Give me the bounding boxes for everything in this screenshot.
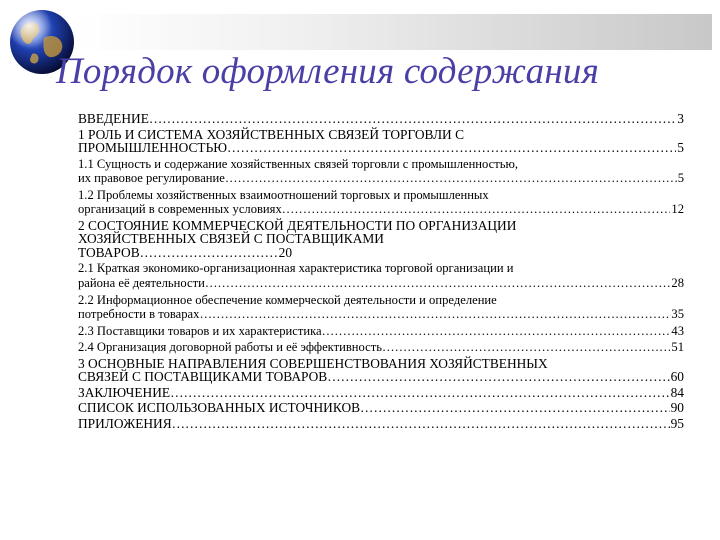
toc-page-number: 35 [671, 307, 684, 322]
toc-entry [78, 357, 684, 384]
toc-page-number: 51 [671, 340, 684, 355]
toc-entry-text: 2.4 Организация договорной работы и её эффективность [78, 340, 382, 355]
toc-dot-leader [149, 112, 676, 126]
toc-entry-text: ВВЕДЕНИЕ [78, 111, 149, 126]
toc-entry-text: 2.1 Краткая экономико-организационная характеристика торговой организации и [78, 261, 514, 276]
toc-entry-text: СПИСОК ИСПОЛЬЗОВАННЫХ ИСТОЧНИКОВ [78, 400, 361, 416]
toc-entry-text: СВЯЗЕЙ С ПОСТАВЩИКАМИ ТОВАРОВ [78, 369, 328, 385]
toc-entry-text: потребности в товарах [78, 307, 200, 322]
toc-page-number: 95 [670, 415, 684, 431]
slide-title: Порядок оформления содержания [56, 51, 600, 92]
toc-entry-text: 1.1 Сущность и содержание хозяйственных связей торговли с промышленностью, [78, 156, 519, 171]
toc-entry [78, 293, 684, 322]
toc-dot-leader [199, 307, 670, 322]
title-header-bar [76, 14, 712, 50]
toc-entry-text: ЗАКЛЮЧЕНИЕ [78, 384, 171, 400]
toc-page-number: 28 [671, 275, 684, 290]
toc-entry-text: ТОВАРОВ [78, 244, 140, 260]
toc-entry [78, 261, 684, 290]
table-of-contents [78, 112, 684, 432]
toc-page-number: 60 [670, 369, 684, 385]
toc-dot-leader [327, 370, 669, 384]
toc-page-number: 5 [677, 140, 684, 155]
toc-entry-text: 3 ОСНОВНЫЕ НАПРАВЛЕНИЯ СОВЕРШЕНСТВОВАНИЯ ХОЗЯЙСТВЕННЫХ [78, 355, 548, 371]
toc-dot-leader [205, 276, 671, 291]
toc-dot-leader [282, 202, 671, 217]
toc-entry-text: 1.2 Проблемы хозяйственных взаимоотношений торговых и промышленных [78, 187, 489, 202]
toc-entry-text: 2.3 Поставщики товаров и их характеристика [78, 323, 322, 338]
toc-dot-leader [382, 340, 670, 355]
toc-entry [78, 386, 684, 400]
toc-page-number: 43 [671, 323, 684, 338]
toc-entry-text: ХОЗЯЙСТВЕННЫХ СВЯЗЕЙ С ПОСТАВЩИКАМИ [78, 231, 384, 247]
toc-dot-leader [227, 141, 676, 155]
toc-dot-leader [322, 324, 671, 339]
toc-entry [78, 219, 684, 260]
toc-entry [78, 401, 684, 415]
toc-dot-leader [225, 171, 677, 186]
toc-entry-text: 1 РОЛЬ И СИСТЕМА ХОЗЯЙСТВЕННЫХ СВЯЗЕЙ ТОРГОВЛИ С [78, 126, 465, 142]
toc-entry [78, 324, 684, 339]
toc-entry [78, 112, 684, 126]
toc-page-number: 90 [670, 400, 684, 416]
toc-entry-text: ПРИЛОЖЕНИЯ [78, 415, 172, 431]
toc-entry-text: их правовое регулирование [78, 171, 225, 186]
toc-page-number: 84 [670, 384, 684, 400]
toc-entry [78, 188, 684, 217]
toc-entry-text: ПРОМЫШЛЕННОСТЬЮ [78, 140, 228, 155]
toc-entry [78, 157, 684, 186]
toc-dot-leader [172, 417, 670, 431]
toc-page-number: 5 [677, 171, 684, 186]
toc-page-number: 12 [671, 202, 684, 217]
toc-page-number: 3 [677, 111, 684, 126]
toc-page-number: 20 [278, 244, 293, 260]
toc-dot-leader [170, 386, 670, 400]
toc-entry [78, 128, 684, 155]
toc-entry-text: 2 СОСТОЯНИЕ КОММЕРЧЕСКОЙ ДЕЯТЕЛЬНОСТИ ПО ОРГАНИЗАЦИИ [78, 217, 517, 233]
toc-entry-text: 2.2 Информационное обеспечение коммерческой деятельности и определение [78, 292, 497, 307]
toc-entry [78, 417, 684, 431]
toc-dot-leader [360, 401, 670, 415]
toc-entry-text: организаций в современных условиях [78, 202, 282, 217]
toc-entry-text: района её деятельности [78, 275, 205, 290]
toc-entry [78, 340, 684, 355]
toc-dot-leader [140, 246, 278, 260]
